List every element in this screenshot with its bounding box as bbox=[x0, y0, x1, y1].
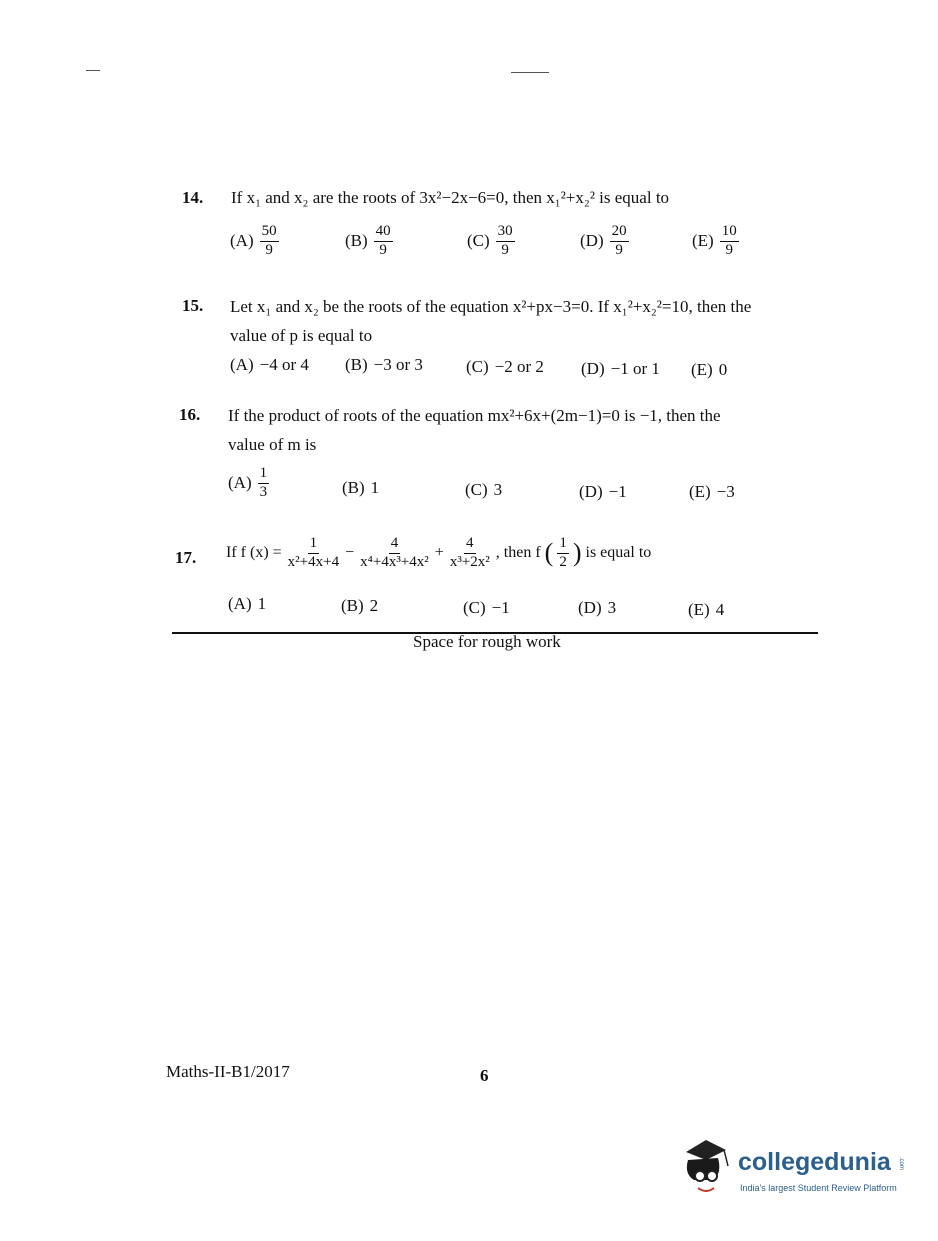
fraction bbox=[358, 536, 431, 571]
q17-mid: , then f bbox=[495, 544, 541, 562]
option-label: (A) bbox=[228, 594, 252, 613]
option-label: (A) bbox=[230, 231, 254, 251]
logo-suffix: .com bbox=[898, 1157, 904, 1171]
numerator: 1 bbox=[258, 466, 270, 484]
numerator: 10 bbox=[720, 224, 739, 242]
fraction bbox=[448, 536, 492, 571]
fraction bbox=[374, 224, 393, 259]
numerator: 20 bbox=[610, 224, 629, 242]
q15-number: 15. bbox=[182, 296, 204, 315]
glasses-icon bbox=[707, 1171, 717, 1181]
q15-stem-line2: value of p is equal to bbox=[230, 326, 373, 345]
option-label: (D) bbox=[581, 359, 605, 378]
option-value: 3 bbox=[607, 598, 617, 617]
option-label: (B) bbox=[345, 231, 368, 251]
paren-close: ) bbox=[572, 538, 582, 568]
option-label: (C) bbox=[467, 231, 490, 251]
q16-option-c bbox=[465, 480, 502, 500]
corner-mark bbox=[86, 70, 100, 71]
numerator: 4 bbox=[389, 536, 401, 554]
option-label: (C) bbox=[463, 598, 486, 617]
q16-option-b bbox=[342, 478, 379, 498]
option-label: (C) bbox=[465, 480, 488, 499]
option-value: −3 or 3 bbox=[373, 355, 423, 374]
option-label: (B) bbox=[341, 596, 364, 615]
operator: − bbox=[345, 544, 355, 562]
option-value: 2 bbox=[369, 596, 379, 615]
denominator: 9 bbox=[501, 241, 509, 258]
q16-number: 16. bbox=[179, 405, 201, 424]
mascot-icon bbox=[680, 1134, 740, 1204]
q17-suffix: is equal to bbox=[585, 544, 652, 562]
option-value: 1 bbox=[257, 594, 267, 613]
option-value: −4 or 4 bbox=[259, 355, 309, 374]
q16-option-e bbox=[689, 482, 735, 502]
numerator: 40 bbox=[374, 224, 393, 242]
q14-number: 14. bbox=[182, 188, 204, 207]
q17-option-a bbox=[228, 594, 266, 614]
fraction bbox=[496, 224, 515, 259]
option-value: −1 or 1 bbox=[610, 359, 660, 378]
denominator: 9 bbox=[725, 241, 733, 258]
rough-work-label: Space for rough work bbox=[413, 632, 561, 651]
q14-option-b bbox=[345, 224, 393, 259]
option-label: (A) bbox=[230, 355, 254, 374]
fraction bbox=[557, 536, 569, 571]
q14-stem: If x₁ and x₂ are the roots of 3x²−2x−6=0, then x₁²+x₂² is equal to bbox=[231, 188, 670, 207]
option-label: (E) bbox=[689, 482, 711, 501]
q15-option-e bbox=[691, 360, 727, 380]
denominator: 2 bbox=[559, 553, 567, 570]
q17-prefix: If f (x) = bbox=[226, 544, 282, 562]
q14-option-d bbox=[580, 224, 629, 259]
q17-stem bbox=[226, 536, 651, 571]
option-label: (D) bbox=[578, 598, 602, 617]
glasses-icon bbox=[695, 1171, 705, 1181]
q15-stem-line1: Let x₁ and x₂ be the roots of the equation x²+px−3=0. If x₁²+x₂²=10, then the bbox=[230, 297, 752, 316]
denominator: x⁴+4x³+4x² bbox=[360, 553, 429, 570]
option-label: (A) bbox=[228, 473, 252, 493]
option-label: (E) bbox=[688, 600, 710, 619]
tassel-icon bbox=[724, 1150, 728, 1166]
option-label: (D) bbox=[579, 482, 603, 501]
q16-option-d bbox=[579, 482, 627, 502]
q14-option-a bbox=[230, 224, 279, 259]
q17-option-b bbox=[341, 596, 378, 616]
fraction bbox=[720, 224, 739, 259]
option-label: (E) bbox=[691, 360, 713, 379]
q14-option-e bbox=[692, 224, 739, 259]
option-label: (C) bbox=[466, 357, 489, 376]
option-label: (B) bbox=[345, 355, 368, 374]
q15-option-d bbox=[581, 359, 660, 379]
denominator: 3 bbox=[259, 483, 268, 500]
numerator: 1 bbox=[557, 536, 569, 554]
q16-option-a bbox=[228, 466, 269, 501]
option-value: −1 bbox=[608, 482, 627, 501]
option-value: −3 bbox=[716, 482, 735, 501]
operator: + bbox=[434, 544, 444, 562]
q17-option-d bbox=[578, 598, 616, 618]
option-value: 4 bbox=[715, 600, 725, 619]
mortarboard-icon bbox=[686, 1140, 726, 1160]
denominator: x²+4x+4 bbox=[287, 553, 340, 570]
numerator: 50 bbox=[260, 224, 279, 242]
paper-code: Maths-II-B1/2017 bbox=[166, 1062, 290, 1081]
option-value: 1 bbox=[370, 478, 380, 497]
numerator: 4 bbox=[464, 536, 476, 554]
smile-icon bbox=[698, 1188, 714, 1191]
q14-option-c bbox=[467, 224, 515, 259]
denominator: x³+2x² bbox=[449, 553, 490, 570]
logo-wordmark: collegedunia bbox=[738, 1148, 891, 1176]
option-value: 0 bbox=[718, 360, 728, 379]
numerator: 30 bbox=[496, 224, 515, 242]
q16-stem-line2: value of m is bbox=[228, 435, 317, 454]
fraction bbox=[258, 466, 270, 501]
top-mark bbox=[511, 72, 549, 73]
option-label: (D) bbox=[580, 231, 604, 251]
numerator: 1 bbox=[308, 536, 320, 554]
option-value: −1 bbox=[491, 598, 510, 617]
fraction bbox=[610, 224, 629, 259]
denominator: 9 bbox=[379, 241, 387, 258]
q16-stem-line1: If the product of roots of the equation mx²+6x+(2m−1)=0 is −1, then the bbox=[228, 406, 721, 425]
q17-option-c bbox=[463, 598, 510, 618]
option-value: 3 bbox=[493, 480, 503, 499]
paren-open: ( bbox=[544, 538, 554, 568]
fraction bbox=[260, 224, 279, 259]
q15-option-a bbox=[230, 355, 309, 375]
option-label: (E) bbox=[692, 231, 714, 251]
option-label: (B) bbox=[342, 478, 365, 497]
q15-option-b bbox=[345, 355, 423, 375]
page-number: 6 bbox=[480, 1066, 489, 1085]
logo-tagline: India's largest Student Review Platform bbox=[740, 1183, 897, 1193]
q17-number: 17. bbox=[175, 548, 197, 567]
denominator: 9 bbox=[265, 241, 273, 258]
q15-option-c bbox=[466, 357, 544, 377]
option-value: −2 or 2 bbox=[494, 357, 544, 376]
q17-option-e bbox=[688, 600, 724, 620]
fraction bbox=[286, 536, 341, 571]
denominator: 9 bbox=[615, 241, 623, 258]
